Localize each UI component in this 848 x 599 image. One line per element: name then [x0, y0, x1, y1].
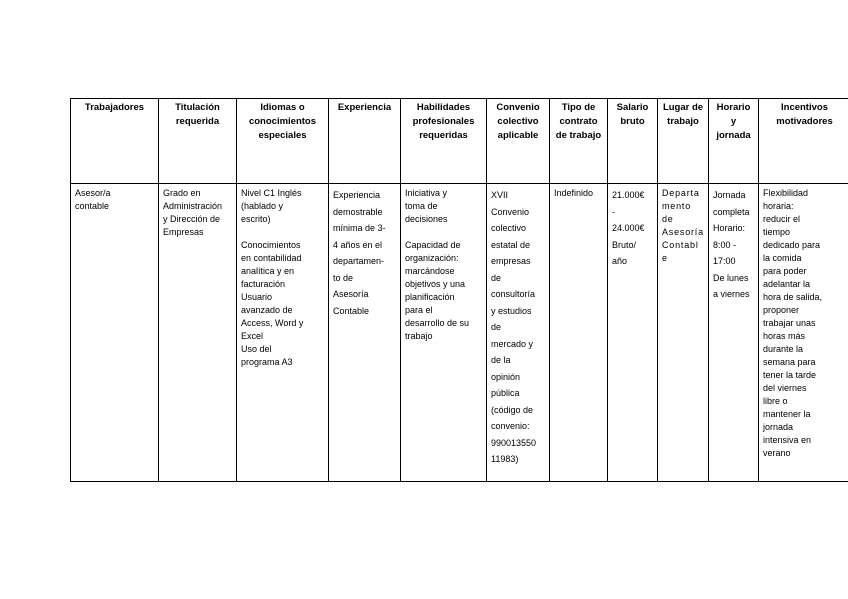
- header-habilidades: Habilidades profesionales requeridas: [401, 99, 487, 184]
- cell-horario: [709, 184, 759, 482]
- cell-idiomas-text: Nivel C1 Inglés (hablado y escrito) Conocimientos en contabilidad analítica y en facturación Usuario avanzado de Access, Word y Excel Uso del programa A3: [241, 188, 304, 367]
- cell-idiomas: [237, 184, 329, 482]
- job-profile-table: [70, 98, 848, 482]
- cell-trabajadores-text: Asesor/a contable: [75, 188, 111, 211]
- cell-habilidades-text: Iniciativa y toma de decisiones Capacidad de organización: marcándose objetivos y una planificación para el desarrollo de su trabajo: [405, 188, 470, 341]
- cell-contrato-text: Indefinido: [554, 188, 594, 198]
- header-contrato: Tipo de contrato de trabajo: [550, 99, 608, 184]
- cell-convenio-text: XVII Convenio colectivo estatal de empresas de consultoría y estudios de mercado y de la opinión pública (código de convenio: 990013550 11983): [491, 190, 537, 464]
- header-trabajadores: Trabajadores: [71, 99, 159, 184]
- cell-lugar-text: Departa mento de Asesoría Contabl e: [662, 188, 704, 263]
- header-lugar: Lugar de trabajo: [658, 99, 709, 184]
- cell-convenio: [487, 184, 550, 482]
- cell-incentivos: [759, 184, 848, 482]
- cell-experiencia: [329, 184, 401, 482]
- cell-titulacion-text: Grado en Administración y Dirección de Empresas: [163, 188, 223, 237]
- table-row: [71, 184, 848, 482]
- cell-salario-text: 21.000€ - 24.000€ Bruto/ año: [612, 190, 645, 266]
- cell-habilidades: [401, 184, 487, 482]
- cell-horario-text: Jornada completa Horario: 8:00 - 17:00 De lunes a viernes: [713, 190, 750, 299]
- header-titulacion: Titulación requerida: [159, 99, 237, 184]
- header-incentivos: Incentivos motivadores: [759, 99, 848, 184]
- header-experiencia: Experiencia: [329, 99, 401, 184]
- cell-trabajadores: [71, 184, 159, 482]
- header-row: [71, 99, 848, 184]
- cell-experiencia-text: Experiencia demostrable mínima de 3- 4 años en el departamen- to de Asesoría Contable: [333, 190, 386, 316]
- cell-salario: [608, 184, 658, 482]
- header-salario: Salario bruto: [608, 99, 658, 184]
- header-convenio: Convenio colectivo aplicable: [487, 99, 550, 184]
- header-horario: Horario y jornada: [709, 99, 759, 184]
- table-body: [71, 184, 848, 482]
- cell-contrato: [550, 184, 608, 482]
- header-idiomas: Idiomas o conocimientos especiales: [237, 99, 329, 184]
- cell-incentivos-text: Flexibilidad horaria: reducir el tiempo dedicado para la comida para poder adelantar la hora de salida, proponer trabajar unas horas más durante la semana para tener la tarde del viernes libre o mantener la jornada intensiva en verano: [763, 188, 823, 458]
- cell-titulacion: [159, 184, 237, 482]
- table-header: [71, 99, 848, 184]
- cell-lugar: [658, 184, 709, 482]
